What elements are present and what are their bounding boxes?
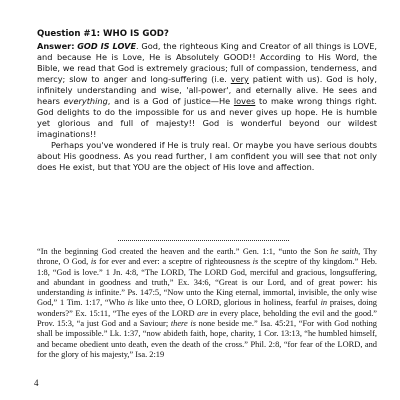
answer-text: to make wrong things right. God delights to do the impossible for us and never gives up hope. He is humble yet glorious and full of majesty!! God is wonderful beyond our wildest imaginations!! [37, 96, 378, 139]
emphasis-very: very [230, 74, 249, 84]
verse-italic: he saith [330, 247, 359, 256]
verse-italic: are [197, 308, 208, 318]
answer-statement: GOD IS LOVE [77, 41, 137, 51]
question-answer-section [37, 29, 377, 173]
page-number: 4 [34, 378, 39, 388]
emphasis-loves: loves [233, 96, 256, 106]
verse-italic: there is [170, 319, 196, 329]
perhaps-paragraph: Perhaps you've wondered if He is truly real. Or maybe you have serious doubts about His goodness. As you read further, I am confident you will see that not only does He exist, but that YOU are the object of His love and affection. [37, 140, 377, 172]
verse-text: none beside me.” Isa. 45:21, “For with God nothing shall be impossible.” Lk. 1:37, “now abideth faith, hope, charity, 1 Cor. 13:13, “he humbled himself, and became obedient unto death, even the death of the cross.” Phil. 2:8, “for fear of the LORD, and for the glory of his majesty,” Isa. 2:19 [37, 319, 377, 359]
emphasis-everything: everything [63, 96, 108, 106]
verse-italic: is [252, 257, 259, 267]
answer-label: Answer: [37, 41, 75, 51]
answer-text: , and is a God of justice—He [107, 96, 234, 106]
verse-text: praises, doing wonders?” Ex. 15:11, “The eyes of the LORD [37, 298, 377, 318]
verse-italic: is [90, 257, 97, 267]
answer-text: patient with us). God is holy, infinitely understanding and wise, 'all-power', and eternally alive. He sees and hears [37, 74, 377, 106]
answer-paragraph [37, 41, 377, 140]
verse-text: like unto thee, O LORD, glorious in holiness, fearful [133, 298, 321, 308]
verse-italic: in [320, 298, 328, 308]
verse-text: for ever and ever: a sceptre of righteousness [96, 257, 253, 267]
verse-italic: is [127, 298, 134, 308]
verse-text: the sceptre of thy kingdom.” Heb. 1:8, “God is love.” 1 Jn. 4:8, “The LORD, The LORD God, merciful and gracious, longsuffering, and abundant in goodness and truth,” Ex. 34:6, “Great is our Lord, and of great power: his understanding [37, 257, 377, 298]
dotted-divider [118, 240, 289, 241]
answer-text: . God, the righteous King and Creator of all things is LOVE, and because He is Love, He is Absolutely GOOD!! According to His Word, the Bible, we read that God is extremely gracious; full of compassion, tenderness, and mercy; slow to anger and long-suffering (i.e. [37, 41, 377, 84]
verse-text: , Thy throne, O God, [37, 247, 377, 267]
verse-text: “In the beginning God created the heaven and the earth.” Gen. 1:1, “unto the Son [37, 247, 331, 256]
verse-text: in every place, beholding the evil and the good.” Prov. 15:3, “a just God and a Saviour; [37, 308, 377, 329]
scripture-references [37, 247, 377, 360]
verse-italic: is [86, 288, 93, 298]
question-title: Question #1: WHO IS GOD? [37, 29, 169, 39]
verse-text: infinite.” Ps. 147:5, “Now unto the King eternal, immortal, invisible, the only wise God,” 1 Tim. 1:17, “Who [37, 288, 377, 308]
